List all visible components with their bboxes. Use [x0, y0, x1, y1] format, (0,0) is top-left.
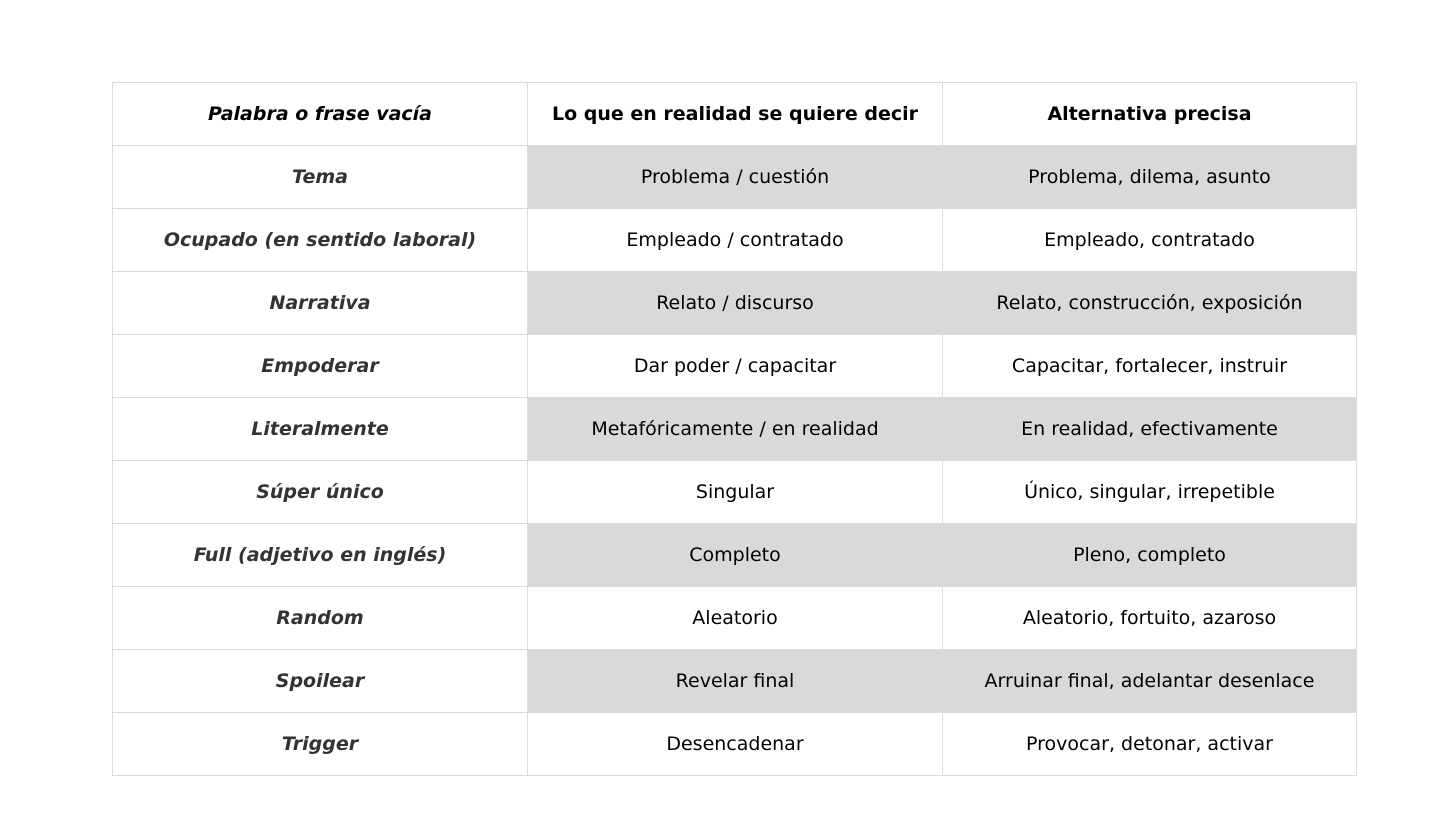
empty-word-cell: Trigger — [113, 713, 528, 776]
table-row — [113, 209, 1357, 272]
table-row — [113, 650, 1357, 713]
empty-word-cell: Literalmente — [113, 398, 528, 461]
empty-word-cell: Spoilear — [113, 650, 528, 713]
empty-word-cell: Empoderar — [113, 335, 528, 398]
meaning-cell: Singular — [528, 461, 943, 524]
empty-word-cell: Full (adjetivo en inglés) — [113, 524, 528, 587]
alternative-cell: Arruinar final, adelantar desenlace — [943, 650, 1357, 713]
vocabulary-table-container — [112, 82, 1356, 776]
meaning-cell: Aleatorio — [528, 587, 943, 650]
meaning-cell: Dar poder / capacitar — [528, 335, 943, 398]
meaning-cell: Desencadenar — [528, 713, 943, 776]
vocabulary-table — [112, 82, 1357, 776]
empty-word-cell: Ocupado (en sentido laboral) — [113, 209, 528, 272]
table-row — [113, 335, 1357, 398]
meaning-cell: Metafóricamente / en realidad — [528, 398, 943, 461]
alternative-cell: Aleatorio, fortuito, azaroso — [943, 587, 1357, 650]
table-row — [113, 524, 1357, 587]
meaning-cell: Problema / cuestión — [528, 146, 943, 209]
alternative-cell: Relato, construcción, exposición — [943, 272, 1357, 335]
header-alternative: Alternativa precisa — [943, 83, 1357, 146]
empty-word-cell: Random — [113, 587, 528, 650]
alternative-cell: Capacitar, fortalecer, instruir — [943, 335, 1357, 398]
empty-word-cell: Súper único — [113, 461, 528, 524]
alternative-cell: En realidad, efectivamente — [943, 398, 1357, 461]
meaning-cell: Completo — [528, 524, 943, 587]
meaning-cell: Revelar final — [528, 650, 943, 713]
meaning-cell: Empleado / contratado — [528, 209, 943, 272]
meaning-cell: Relato / discurso — [528, 272, 943, 335]
alternative-cell: Pleno, completo — [943, 524, 1357, 587]
table-row — [113, 398, 1357, 461]
alternative-cell: Único, singular, irrepetible — [943, 461, 1357, 524]
table-row — [113, 587, 1357, 650]
alternative-cell: Problema, dilema, asunto — [943, 146, 1357, 209]
alternative-cell: Empleado, contratado — [943, 209, 1357, 272]
table-row — [113, 272, 1357, 335]
alternative-cell: Provocar, detonar, activar — [943, 713, 1357, 776]
table-row — [113, 461, 1357, 524]
empty-word-cell: Tema — [113, 146, 528, 209]
table-row — [113, 146, 1357, 209]
table-row — [113, 713, 1357, 776]
header-empty-word: Palabra o frase vacía — [113, 83, 528, 146]
empty-word-cell: Narrativa — [113, 272, 528, 335]
header-meaning: Lo que en realidad se quiere decir — [528, 83, 943, 146]
table-header-row — [113, 83, 1357, 146]
